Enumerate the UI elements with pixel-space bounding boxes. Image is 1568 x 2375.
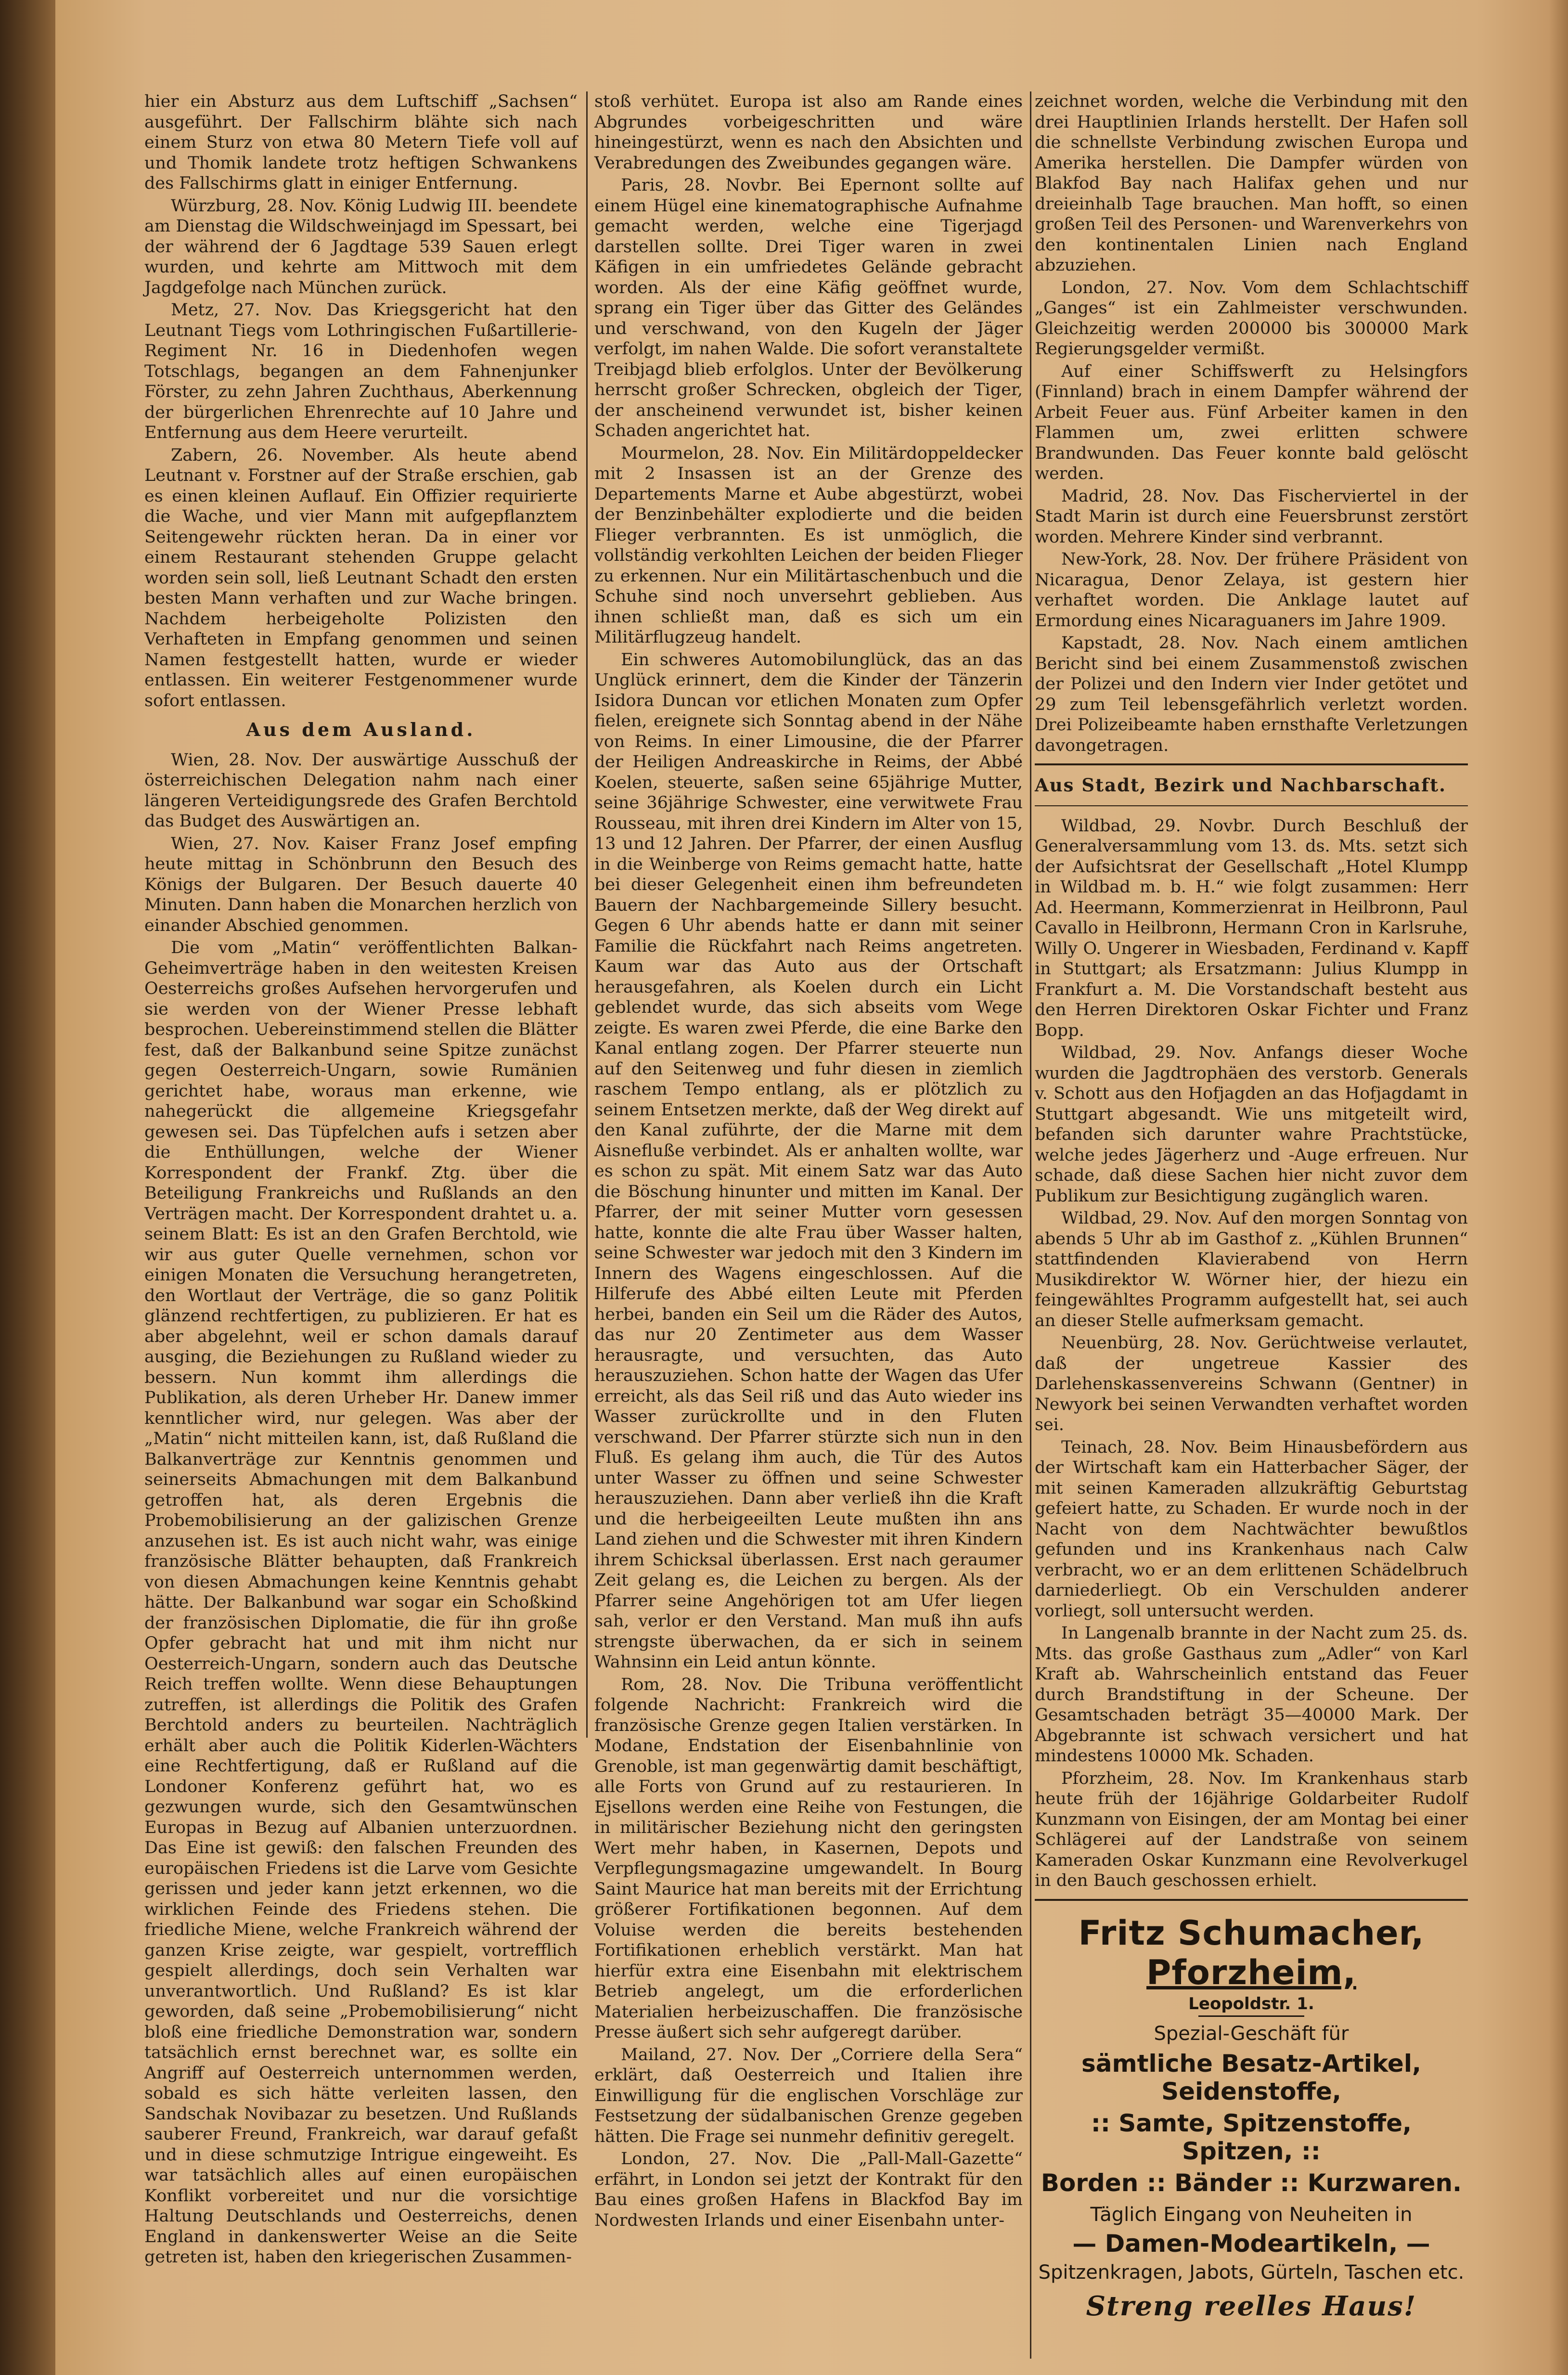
article-paragraph: Die vom „Matin“ veröffentlichten Balkan-Geheimverträge haben in den weitesten Kreisen Oesterreichs großes Aufsehen hervorgerufen und sie werden von der Wiener Presse lebhaft besprochen. Uebereinstimmend stellen die Blätter fest, daß der Balkanbund seine Spitze zunächst gegen Oesterreich-Ungarn, sowie Rumänien gerichtet habe, woraus man erkenne, wie nahegerückt die allgemeine Kriegsgefahr gewesen sei. Das Tüpfelchen aufs i setzen aber die Enthüllungen, welche der Wiener Korrespondent der Frankf. Ztg. über die Beteiligung Frankreichs und Rußlands an den Verträgen macht. Der Korrespondent drahtet u. a. seinem Blatt: Es ist an den Grafen Berchtold, wie wir aus guter Quelle vernehmen, schon vor einigen Monaten die Versuchung herangetreten, den Wortlaut der Verträge, die so ganz Politik glänzend rechtfertigen, zu publizieren. Er hat es aber abgelehnt, weil er schon damals darauf ausging, die Beziehungen zu Rußland wieder zu bessern. Nun kommt ihm allerdings die Publikation, als deren Urheber Hr. Danew immer kenntlicher wird, nur gelegen. Was aber der „Matin“ nicht mitteilen kann, ist, daß Rußland die Balkanverträge zur Kenntnis genommen und seinerseits Abmachungen mit dem Balkanbund getroffen hat, als deren Ergebnis die Probemobilisierung an der galizischen Grenze anzusehen ist. Es ist auch nicht wahr, was einige französische Blätter behaupten, daß Frankreich von diesen Abmachungen keine Kenntnis gehabt hätte. Der Balkanbund war sogar ein Schoßkind der französischen Diplomatie, die für ihn große Opfer gebracht hat und mit ihm nicht nur Oesterreich-Ungarn, sondern auch das Deutsche Reich treffen wollte. Wenn diese Behauptungen zutreffen, ist allerdings die Politik des Grafen Berchtold anders zu beurteilen. Nachträglich erhält aber auch die Politik Kiderlen-Wächters eine Rechtfertigung, daß er Rußland auf die Londoner Konferenz geführt hat, wo es gezwungen wurde, sich den Gesamtwünschen Europas in Bezug auf Albanien unterzuordnen. Das Eine ist gewiß: den falschen Freunden des europäischen Friedens ist die Larve vom Gesichte gerissen und jeder kann jetzt erkennen, wo die wirklichen Feinde des Friedens stehen. Die friedliche Miene, welche Frankreich während der ganzen Krise zeigte, war gespielt, vortrefflich gespielt allerdings, doch sein Verhalten war unverantwortlich. Und Rußland? Es ist klar geworden, daß seine „Probemobilisierung“ nicht bloß eine friedliche Demonstration war, sondern tatsächlich ernst berechnet war, es sollte ein Angriff auf Oesterreich unternommen werden, sobald es sich hätte verleiten lassen, den Sandschak Novibazar zu besetzen. Und Rußlands sauberer Freund, Frankreich, war darauf gefaßt und in diese schmutzige Intrigue eingeweiht. Es war tatsächlich alles auf einen europäischen Konflikt vorbereitet und nur die vorsichtige Haltung Deutschlands und Oesterreichs, denen England in dankenswerter Weise an die Seite getreten ist, haben den kriegerischen Zusammen-	[144, 938, 578, 2267]
article-paragraph: Neuenbürg, 28. Nov. Gerüchtweise verlautet, daß der ungetreue Kassier des Darlehenskassenvereins Schwann (Gentner) in Newyork bei seinen Verwandten verhaftet worden sei.	[1035, 1333, 1468, 1434]
ad-company-name	[1035, 1913, 1468, 1992]
article-paragraph: zeichnet worden, welche die Verbindung mit den drei Hauptlinien Irlands herstellt. Der Hafen soll die schnellste Verbindung zwischen Europa und Amerika herstellen. Die Dampfer würden von Blakfod Bay nach Halifax gehen und nur dreieinhalb Tage brauchen. Man hofft, so einen großen Teil des Personen- und Warenverkehrs von den kontinentalen Linien nach England abzuziehen.	[1035, 92, 1468, 275]
ad-line-articles: sämtliche Besatz-Artikel, Seidenstoffe,	[1081, 2050, 1421, 2105]
section-heading-local-news: Aus Stadt, Bezirk und Nachbarschaft.	[1035, 774, 1446, 796]
article-paragraph: New-York, 28. Nov. Der frühere Präsident von Nicaragua, Denor Zelaya, ist gestern hier verhaftet worden. Die Anklage lautet auf Ermordung eines Nicaraguaners im Jahre 1909.	[1035, 550, 1468, 631]
article-paragraph: In Langenalb brannte in der Nacht zum 25. ds. Mts. das große Gasthaus zum „Adler“ von Karl Kraft ab. Wahrscheinlich entstand das Feuer durch Brandstiftung in der Scheune. Der Gesamtschaden beträgt 35—40000 Mark. Der Abgebrannte ist schwach versichert und hat mindestens 10000 Mk. Schaden.	[1035, 1624, 1468, 1766]
article-paragraph: Auf einer Schiffswerft zu Helsingfors (Finnland) brach in einem Dampfer während der Arbeit Feuer aus. Fünf Arbeiter kamen in den Flammen um, zwei erlitten schwere Brandwunden. Das Feuer konnte bald gelöscht werden.	[1035, 361, 1468, 483]
ad-line-fashion: — Damen-Modeartikeln, —	[1072, 2230, 1430, 2258]
page-edge-shadow	[1549, 0, 1568, 2375]
ad-line-arrivals: Täglich Eingang von Neuheiten in	[1090, 2204, 1413, 2226]
article-paragraph: Wildbad, 29. Novbr. Durch Beschluß der Generalversammlung vom 13. ds. Mts. setzt sich der Aufsichtsrat der Gesellschaft „Hotel Klumpp in Wildbad m. b. H.“ wie folgt zusammen: Herr Ad. Heermann, Kommerzienrat in Heilbronn, Paul Cavallo in Heilbronn, Hermann Cron in Karlsruhe, Willy O. Ungerer in Wiesbaden, Ferdinand v. Kapff in Stuttgart; als Ersatzmann: Julius Klumpp in Frankfurt a. M. Die Vorstandschaft besteht aus den Herren Direktoren Oskar Fichter und Franz Bopp.	[1035, 816, 1468, 1040]
article-paragraph: Metz, 27. Nov. Das Kriegsgericht hat den Leutnant Tiegs vom Lothringischen Fußartillerie-Regiment Nr. 16 in Diedenhofen wegen Totschlags, begangen an dem Fahnenjunker Förster, zu zehn Jahren Zuchthaus, Aberkennung der bürgerlichen Ehrenrechte auf 10 Jahre und Entfernung aus dem Heere verurteilt.	[144, 300, 578, 442]
article-paragraph: Paris, 28. Novbr. Bei Epernont sollte auf einem Hügel eine kinematographische Aufnahme gemacht werden, welche eine Tigerjagd darstellen sollte. Drei Tiger waren in zwei Käfigen in ein umfriedetes Gelände gebracht worden. Als der eine Käfig geöffnet wurde, sprang ein Tiger über das Gitter des Geländes und verschwand, von den Kugeln der Jäger verfolgt, im nahen Walde. Die sofort veranstaltete Treibjagd blieb erfolglos. Unter der Bevölkerung herrscht großer Schrecken, obgleich der Tiger, der anscheinend verwundet ist, bisher keinen Schaden angerichtet hat.	[594, 176, 1023, 440]
ad-slogan: Streng reelles Haus!	[1086, 2290, 1417, 2322]
article-paragraph: Wildbad, 29. Nov. Auf den morgen Sonntag von abends 5 Uhr ab im Gasthof z. „Kühlen Brunnen“ stattfindenden Klavierabend von Herrn Musikdirektor W. Wörner hier, der hiezu ein feingewähltes Programm aufgestellt hat, sei auch an dieser Stelle aufmerksam gemacht.	[1035, 1209, 1468, 1330]
column-divider-2	[1030, 91, 1031, 2359]
article-paragraph: Rom, 28. Nov. Die Tribuna veröffentlicht folgende Nachricht: Frankreich wird die französische Grenze gegen Italien verstärken. In Modane, Endstation der Eisenbahnlinie von Grenoble, ist man gegenwärtig damit beschäftigt, alle Forts von Grund auf zu restaurieren. In Ejsellons werden eine Reihe von Festungen, die in militärischer Beziehung nicht den geringsten Wert mehr haben, in Kasernen, Depots und Verpflegungsmagazine umgewandelt. In Bourg Saint Maurice hat man bereits mit der Errichtung größerer Fortifikationen begonnen. Auf dem Voluise werden die bereits bestehenden Fortifikationen erheblich verstärkt. Man hat hierfür extra eine Eisenbahn mit elektrischem Betrieb angelegt, um die erforderlichen Materialien herbeizuschaffen. Die französische Presse äußert sich sehr aufgeregt darüber.	[594, 1675, 1023, 2042]
ad-address-underline	[1198, 2015, 1304, 2017]
article-paragraph: Wildbad, 29. Nov. Anfangs dieser Woche wurden die Jagdtrophäen des verstorb. Generals v. Schott aus den Hofjagden an das Hofjagdamt in Stuttgart abgesandt. Wie uns mitgeteilt wird, befanden sich darunter wahre Prachtstücke, welche jedes Jägerherz und -Auge erfreuen. Nur schade, daß diese Sachen hier nicht zuvor dem Publikum zur Besichtigung zugänglich waren.	[1035, 1043, 1468, 1206]
advertisement-schumacher	[1035, 1909, 1468, 2322]
column-divider-1	[586, 91, 588, 1738]
article-paragraph: Würzburg, 28. Nov. König Ludwig III. beendete am Dienstag die Wildschweinjagd im Spessart, bei der während der 6 Jagdtage 539 Sauen erlegt wurden, und kehrte am Mittwoch mit dem Jagdgefolge nach München zurück.	[144, 196, 578, 297]
article-paragraph: Mourmelon, 28. Nov. Ein Militärdoppeldecker mit 2 Insassen ist an der Grenze des Departements Marne et Aube abgestürzt, wobei der Benzinbehälter explodierte und die beiden Flieger verbrannten. Es ist unmöglich, die vollständig verkohlten Leichen der beiden Flieger zu erkennen. Nur ein Militärtaschenbuch und die Schuhe sind noch unversehrt geblieben. Aus ihnen schließt man, daß es sich um ein Militärflugzeug handelt.	[594, 443, 1023, 647]
ad-line-trimmings: Borden :: Bänder :: Kurzwaren.	[1041, 2169, 1462, 2197]
article-paragraph: Wien, 28. Nov. Der auswärtige Ausschuß der österreichischen Delegation nahm nach einer längeren Verteidigungsrede des Grafen Berchtold das Budget des Auswärtigen an.	[144, 750, 578, 831]
ad-line-accessories: Spitzenkragen, Jabots, Gürteln, Taschen etc.	[1038, 2261, 1465, 2284]
article-paragraph: Madrid, 28. Nov. Das Fischerviertel in der Stadt Marin ist durch eine Feuersbrunst zerstört worden. Mehrere Kinder sind verbrannt.	[1035, 486, 1468, 547]
ad-line-specialty: Spezial-Geschäft für	[1154, 2023, 1349, 2045]
article-paragraph: Pforzheim, 28. Nov. Im Krankenhaus starb heute früh der 16jährige Goldarbeiter Rudolf Kunzmann von Eisingen, der am Montag bei einer Schlägerei auf der Landstraße von seinem Kameraden Oskar Kunzmann eine Revolverkugel in den Bauch geschossen erhielt.	[1035, 1768, 1468, 1890]
ad-city-text: Pforzheim,	[1146, 1953, 1356, 1992]
article-paragraph: stoß verhütet. Europa ist also am Rande eines Abgrundes vorbeigeschritten und wäre hineingestürzt, wenn es nach den Absichten und Verabredungen des Zweibundes gegangen wäre.	[594, 92, 1023, 173]
column-2	[594, 91, 1023, 2233]
ad-address: Leopoldstr. 1.	[1188, 1994, 1314, 2014]
ad-line-fabrics: :: Samte, Spitzenstoffe, Spitzen, ::	[1091, 2109, 1412, 2165]
article-paragraph: London, 27. Nov. Vom dem Schlachtschiff „Ganges“ ist ein Zahlmeister verschwunden. Gleichzeitig werden 200000 bis 300000 Mark Regierungsgelder vermißt.	[1035, 278, 1468, 359]
article-paragraph: Wien, 27. Nov. Kaiser Franz Josef empfing heute mittag in Schönbrunn den Besuch des Königs der Bulgaren. Der Besuch dauerte 40 Minuten. Dann haben die Monarchen herzlich von einander Abschied genommen.	[144, 834, 578, 935]
advertisement-top-rule	[1035, 1899, 1468, 1901]
section-rule	[1035, 805, 1468, 806]
article-paragraph: Kapstadt, 28. Nov. Nach einem amtlichen Bericht sind bei einem Zusammenstoß zwischen der Polizei und den Indern vier Inder getötet und 29 zum Teil lebensgefährlich verletzt worden. Drei Polizeibeamte haben ernsthafte Verletzungen davongetragen.	[1035, 633, 1468, 755]
article-paragraph: Mailand, 27. Nov. Der „Corriere della Sera“ erklärt, daß Oesterreich und Italien ihre Einwilligung für die englischen Vorschläge zur Festsetzung der südalbanischen Grenze gegeben hätten. Die Frage sei nunmehr definitiv geregelt.	[594, 2045, 1023, 2146]
section-rule	[1035, 763, 1468, 765]
section-heading-ausland: Aus dem Ausland.	[246, 719, 476, 740]
article-paragraph: Zabern, 26. November. Als heute abend Leutnant v. Forstner auf der Straße erschien, gab es einen kleinen Auflauf. Ein Offizier requirierte die Wache, und vier Mann mit aufgepflanztem Seitengewehr rückten heran. Da in einer vor einem Restaurant stehenden Gruppe gelacht worden sein soll, ließ Leutnant Schadt den ersten besten Mann verhaften und zur Wache bringen. Nachdem herbeigeholte Polizisten den Verhafteten in Empfang genommen und seinen Namen festgestellt hatten, wurde er wieder entlassen. Ein weiterer Festgenommener wurde sofort entlassen.	[144, 445, 578, 710]
article-paragraph: Teinach, 28. Nov. Beim Hinausbefördern aus der Wirtschaft kam ein Hatterbacher Säger, der mit seinen Kameraden allzukräftig Geburtstag gefeiert hatte, zu Schaden. Er wurde noch in der Nacht von dem Nachtwächter bewußtlos gefunden und ins Krankenhaus nach Calw verbracht, wo er an dem erlittenen Schädelbruch darniederliegt. Ob ein Verschulden anderer vorliegt, soll untersucht werden.	[1035, 1437, 1468, 1621]
article-paragraph: London, 27. Nov. Die „Pall-Mall-Gazette“ erfährt, in London sei jetzt der Kontrakt für den Bau eines großen Hafens in Blackfod Bay im Nordwesten Irlands und einer Eisenbahn unter-	[594, 2149, 1023, 2230]
article-paragraph: Ein schweres Automobilunglück, das an das Unglück erinnert, dem die Kinder der Tänzerin Isidora Duncan vor etlichen Monaten zum Opfer fielen, ereignete sich Sonntag abend in der Nähe von Reims. In einer Limousine, die der Pfarrer der Heiligen Andreaskirche in Reims, der Abbé Koelen, steuerte, saßen seine 65jährige Mutter, seine 36jährige Schwester, eine verwitwete Frau Rousseau, mit ihren drei Kindern im Alter von 15, 13 und 12 Jahren. Der Pfarrer, der einen Ausflug in die Weinberge von Reims gemacht hatte, hatte bei dieser Gelegenheit einen ihm befreundeten Bauern der Nachbargemeinde Sillery besucht. Gegen 6 Uhr abends hatte er dann mit seiner Familie die Rückfahrt nach Reims angetreten. Kaum war das Auto aus der Ortschaft herausgefahren, als Koelen durch ein Licht geblendet wurde, das sich abseits vom Wege zeigte. Es waren zwei Pferde, die eine Barke den Kanal entlang zogen. Der Pfarrer steuerte nun auf den Seitenweg und fuhr diesen in ziemlich raschem Tempo entlang, als er plötzlich zu seinem Entsetzen merkte, daß der Weg direkt auf den Kanal zuführte, der die Marne mit dem Aisnefluße verbindet. Als er anhalten wollte, war es schon zu spät. Mit einem Satz war das Auto die Böschung hinunter und mitten im Kanal. Der Pfarrer, der mit seiner Mutter vorn gesessen hatte, konnte die alte Frau über Wasser halten, seine Schwester war jedoch mit den 3 Kindern im Innern des Wagens eingeschlossen. Auf die Hilferufe des Abbé eilten Leute mit Pferden herbei, banden ein Seil um die Räder des Autos, das nur 20 Zentimeter aus dem Wasser herausragte, und versuchten, das Auto herauszuziehen. Schon hatte der Wagen das Ufer erreicht, als das Seil riß und das Auto wieder ins Wasser zurückrollte und in den Fluten verschwand. Der Pfarrer stürzte sich nun in den Fluß. Es gelang ihm auch, die Tür des Autos unter Wasser zu öffnen und seine Schwester herauszuziehen. Dann aber verließ ihn die Kraft und die herbeigeeilten Leute mußten ihn ans Land ziehen und die Schwester mit ihren Kindern ihrem Schicksal überlassen. Erst nach geraumer Zeit gelang es, die Leichen zu bergen. Als der Pfarrer seine Angehörigen tot am Ufer liegen sah, verlor er den Verstand. Man muß ihn aufs strengste überwachen, da er sich in seinem Wahnsinn ein Leid antun könnte.	[594, 650, 1023, 1672]
column-3	[1035, 91, 1468, 1893]
ad-name-text: Fritz Schumacher,	[1078, 1913, 1425, 1953]
article-paragraph: hier ein Absturz aus dem Luftschiff „Sachsen“ ausgeführt. Der Fallschirm blähte sich nach einem Sturz von etwa 80 Metern Tiefe voll auf und Thomik landete trotz heftigen Schwankens des Fallschirms glatt in einiger Entfernung.	[144, 92, 578, 193]
column-1	[144, 91, 578, 2270]
book-spine	[0, 0, 55, 2375]
